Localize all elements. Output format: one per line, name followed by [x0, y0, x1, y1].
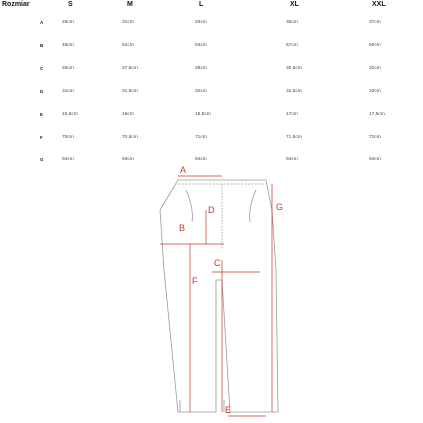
table-cell: 54cm — [195, 43, 207, 48]
table-cell: 17,5cm — [369, 112, 385, 117]
table-cell: 30,5cm — [286, 66, 302, 71]
row-label: A — [40, 20, 44, 25]
table-cell: 33cm — [369, 89, 381, 94]
table-cell: 15,5cm — [62, 112, 78, 117]
measure-label-f: F — [192, 276, 198, 286]
table-cell: 48cm — [62, 43, 74, 48]
table-cell: 31,5cm — [122, 89, 138, 94]
table-cell: 29cm — [62, 20, 74, 25]
table-cell: 32cm — [195, 89, 207, 94]
table-cell: 71,5cm — [286, 135, 302, 140]
measure-label-e: E — [225, 405, 232, 415]
row-label: F — [40, 135, 43, 140]
measure-label-a: A — [180, 165, 187, 175]
table-cell: 70cm — [62, 135, 74, 140]
measure-label-g: G — [276, 202, 284, 212]
size-header-xl: XL — [290, 1, 299, 8]
size-header-m: M — [127, 1, 133, 8]
table-row — [0, 112, 423, 122]
table-row — [0, 89, 423, 99]
size-header-s: S — [68, 1, 73, 8]
table-cell: 94cm — [369, 157, 381, 162]
trousers-diagram — [150, 160, 310, 423]
table-cell: 71cm — [195, 135, 207, 140]
table-cell: 16,5cm — [195, 112, 211, 117]
table-cell: 17cm — [286, 112, 298, 117]
row-label: B — [40, 43, 44, 48]
table-cell: 27,5cm — [122, 66, 138, 71]
table-cell: 94cm — [62, 157, 74, 162]
measure-label-c: C — [214, 258, 221, 268]
table-cell: 72cm — [369, 135, 381, 140]
trousers-outline — [150, 160, 310, 423]
row-label: E — [40, 112, 44, 117]
size-header-l: L — [199, 1, 204, 8]
table-cell: 29cm — [195, 66, 207, 71]
table-cell: 94cm — [286, 157, 298, 162]
table-cell: 35cm — [286, 20, 298, 25]
measure-label-d: D — [208, 205, 215, 215]
row-label: G — [40, 157, 44, 162]
table-row — [0, 66, 423, 76]
table-cell: 31cm — [62, 89, 74, 94]
row-label: D — [40, 89, 44, 94]
table-cell: 94cm — [195, 157, 207, 162]
table-cell: 70,5cm — [122, 135, 138, 140]
table-row — [0, 135, 423, 145]
table-cell: 60cm — [369, 43, 381, 48]
row-label: C — [40, 66, 44, 71]
table-cell: 26cm — [62, 66, 74, 71]
table-cell: 32,5cm — [286, 89, 302, 94]
size-header-row — [0, 0, 423, 12]
size-header-xxl: XXL — [372, 1, 386, 8]
table-cell: 32cm — [369, 66, 381, 71]
table-cell: 16cm — [122, 112, 134, 117]
table-cell: 57cm — [286, 43, 298, 48]
table-cell: 51cm — [122, 43, 134, 48]
table-cell: 33cm — [195, 20, 207, 25]
table-cell: 37cm — [369, 20, 381, 25]
table-cell: 94cm — [122, 157, 134, 162]
measure-label-b: B — [179, 223, 186, 233]
size-corner-label: Rozmiar — [2, 1, 30, 8]
table-row — [0, 20, 423, 30]
table-row — [0, 43, 423, 53]
table-cell: 31cm — [122, 20, 134, 25]
